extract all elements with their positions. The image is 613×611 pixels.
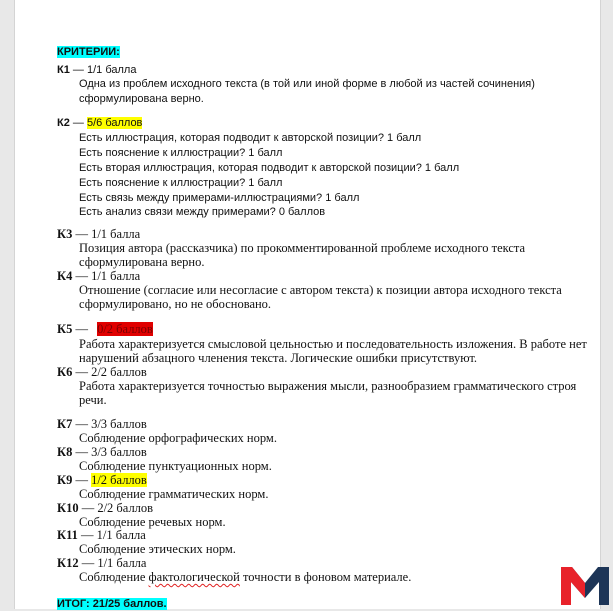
criterion-text: Есть связь между примерами-иллюстрациями? 1 балл xyxy=(79,192,360,204)
criterion-text: нарушений абзацного членения текста. Логические ошибки присутствуют. xyxy=(79,351,478,365)
score: 1/1 балла xyxy=(91,269,141,283)
criterion-k11: К11 — 1/1 балла xyxy=(57,528,146,542)
score-highlighted: 5/6 баллов xyxy=(86,117,143,129)
criterion-text: Работа характеризуется смысловой цельностью и последовательность изложения. В работе нет xyxy=(79,337,587,351)
criterion-k12: К12 — 1/1 балла xyxy=(57,556,147,570)
criterion-text: Соблюдение грамматических норм. xyxy=(79,487,269,501)
criterion-text: Соблюдение пунктуационных норм. xyxy=(79,459,272,473)
criterion-text: сформулирована верно. xyxy=(79,93,204,105)
score-highlighted: 0/2 баллов xyxy=(97,322,153,336)
criterion-text: Есть пояснение к иллюстрации? 1 балл xyxy=(79,147,283,159)
criterion-text: Отношение (согласие или несогласие с автором текста) к позиции автора исходного текста xyxy=(79,283,562,297)
criterion-k8: К8 — 3/3 баллов xyxy=(57,445,147,459)
score-highlighted: 1/2 баллов xyxy=(91,473,147,487)
criterion-text: Есть иллюстрация, которая подводит к авторской позиции? 1 балл xyxy=(79,132,422,144)
criterion-text: Есть вторая иллюстрация, которая подводит к авторской позиции? 1 балл xyxy=(79,162,460,174)
score: 1/1 балла xyxy=(91,227,141,241)
score: 3/3 баллов xyxy=(91,445,147,459)
criterion-k7: К7 — 3/3 баллов xyxy=(57,417,147,431)
criterion-text: сформулировано, но не обосновано. xyxy=(79,297,272,311)
criterion-text: Одна из проблем исходного текста (в той или иной форме в любой из частей сочинения) xyxy=(79,78,535,90)
criterion-k10: К10 — 2/2 баллов xyxy=(57,501,154,515)
score: 3/3 баллов xyxy=(91,417,147,431)
criterion-text: Есть анализ связи между примерами? 0 баллов xyxy=(79,206,326,218)
criterion-k6: К6 — 2/2 баллов xyxy=(57,365,147,379)
criterion-text: Соблюдение этических норм. xyxy=(79,542,236,556)
criterion-text: Позиция автора (рассказчика) по прокомментированной проблеме исходного текста xyxy=(79,241,526,255)
criterion-text: Соблюдение речевых норм. xyxy=(79,515,226,529)
criterion-text: Есть пояснение к иллюстрации? 1 балл xyxy=(79,177,283,189)
criterion-k9: К9 — 1/2 баллов xyxy=(57,473,147,487)
criterion-k2: К2 — 5/6 баллов xyxy=(57,117,143,129)
criterion-k3: К3 — 1/1 балла xyxy=(57,227,141,241)
score: 2/2 баллов xyxy=(97,501,154,515)
criterion-text: Работа характеризуется точностью выражения мысли, разнообразием грамматического строя xyxy=(79,379,577,393)
criteria-heading: КРИТЕРИИ: xyxy=(57,46,120,58)
criterion-text: речи. xyxy=(79,393,107,407)
total-score: ИТОГ: 21/25 баллов. xyxy=(57,598,167,610)
score: 1/1 балла xyxy=(86,64,137,76)
criterion-k5: К5 — 0/2 баллов xyxy=(57,322,153,336)
criterion-k4: К4 — 1/1 балла xyxy=(57,269,141,283)
score: 1/1 балла xyxy=(96,528,146,542)
document-page xyxy=(14,0,601,609)
m-logo-icon xyxy=(559,563,611,607)
criterion-text: сформулирована верно. xyxy=(79,255,205,269)
criterion-k1: К1 — 1/1 балла xyxy=(57,64,137,76)
criterion-text: Соблюдение фактологической точности в фоновом материале. xyxy=(79,570,412,584)
score: 2/2 баллов xyxy=(91,365,147,379)
spellcheck-underlined-word: фактологической xyxy=(148,570,240,584)
criterion-text: Соблюдение орфографических норм. xyxy=(79,431,277,445)
score: 1/1 балла xyxy=(97,556,147,570)
